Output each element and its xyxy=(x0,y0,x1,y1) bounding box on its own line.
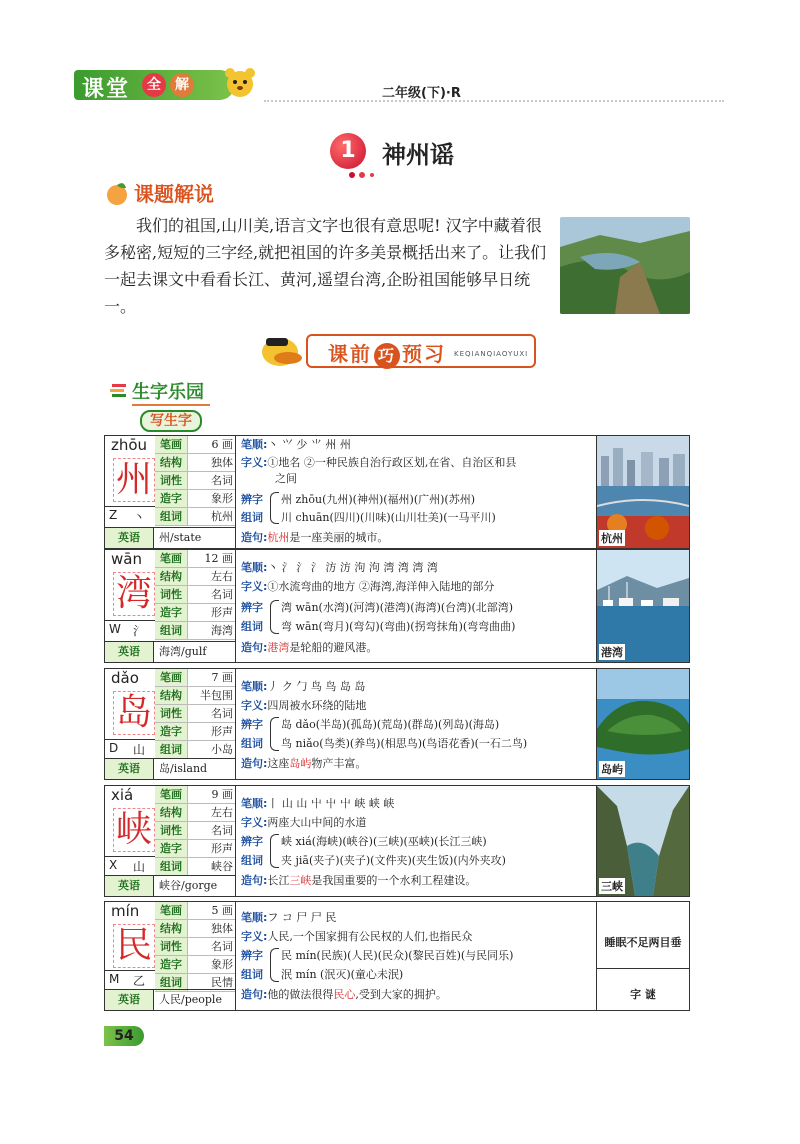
structure: 独体 xyxy=(211,922,233,935)
english-row xyxy=(105,989,235,1010)
sentence-pre: 这座 xyxy=(267,757,290,770)
label: 字义: xyxy=(241,816,268,829)
label: 造句: xyxy=(241,988,268,1001)
word: 小岛 xyxy=(211,743,233,756)
sentence: 物产丰富。 xyxy=(311,757,367,770)
big-character: 岛 xyxy=(113,691,155,735)
distinguish-1: 湾 wān(水湾)(河湾)(港湾)(海湾)(台湾)(北部湾) xyxy=(281,601,514,614)
stroke-order: 丶 氵 氵 氵 汸 汸 泃 泃 湾 湾 湾 湾 xyxy=(267,561,438,574)
brace xyxy=(270,600,279,634)
label: 笔顺: xyxy=(241,911,268,924)
prop-key: 造字 xyxy=(155,956,188,973)
prop-key: 词性 xyxy=(155,938,188,955)
riddle-box xyxy=(596,902,689,1010)
label: 组词 xyxy=(241,854,263,867)
formation: 形声 xyxy=(211,842,233,855)
prop-key: 造字 xyxy=(155,604,188,621)
logo-text: 课堂 xyxy=(82,77,131,102)
preview-banner xyxy=(258,326,538,372)
meaning: ①水流弯曲的地方 ②海湾,海洋伸入陆地的部分 xyxy=(267,580,495,593)
sentence-pre: 长江 xyxy=(267,874,290,887)
initial-letter: W xyxy=(109,622,121,636)
word: 海湾 xyxy=(211,624,233,637)
part-of-speech: 名词 xyxy=(211,940,233,953)
word: 民情 xyxy=(211,976,233,989)
pinyin: zhōu xyxy=(111,436,148,454)
formation: 形声 xyxy=(211,606,233,619)
character-card xyxy=(105,436,236,548)
prop-key: 词性 xyxy=(155,822,188,839)
label: 组词 xyxy=(241,511,263,524)
sentence-highlight: 杭州 xyxy=(267,531,290,544)
lesson-number: 1 xyxy=(330,133,366,169)
header-divider xyxy=(264,100,724,102)
sentence-highlight: 港湾 xyxy=(267,641,290,654)
prop-key: 结构 xyxy=(155,454,188,471)
distinguish-1: 峡 xiá(海峡)(峡谷)(三峡)(巫峡)(长江三峡) xyxy=(281,835,487,848)
english-value: 峡谷/gorge xyxy=(159,879,218,892)
english-value: 州/state xyxy=(159,531,202,544)
formation: 象形 xyxy=(211,958,233,971)
character-details xyxy=(237,786,595,896)
sub-heading-label: 生字乐园 xyxy=(132,378,210,406)
distinguish-2: 泯 mín (泯灭)(童心未泯) xyxy=(281,968,404,981)
big-character: 峡 xyxy=(113,808,155,852)
prop-key: 组词 xyxy=(155,858,188,875)
initial-letter: X xyxy=(109,858,118,872)
initial-letter: Z xyxy=(109,508,118,522)
prop-key: 组词 xyxy=(155,741,188,758)
radical: 丶 xyxy=(133,510,146,524)
stroke-order: 丿 ク 勹 鸟 鸟 岛 岛 xyxy=(267,680,366,693)
label: 字义: xyxy=(241,930,268,943)
character-entry xyxy=(104,435,690,549)
prop-key: 笔画 xyxy=(155,786,188,803)
peach-icon xyxy=(104,180,130,206)
sentence: 是我国重要的一个水利工程建设。 xyxy=(311,874,477,887)
prop-key: 组词 xyxy=(155,974,188,991)
page-header xyxy=(74,70,724,104)
label: 笔顺: xyxy=(241,438,268,451)
prop-key: 组词 xyxy=(155,622,188,639)
big-character: 州 xyxy=(113,458,155,502)
initial-letter: D xyxy=(109,741,119,755)
lesson-title: 神州谣 xyxy=(382,141,454,169)
prop-key: 结构 xyxy=(155,687,188,704)
initial-letter: M xyxy=(109,972,120,986)
photo-caption: 三峡 xyxy=(601,880,623,893)
prop-key: 结构 xyxy=(155,568,188,585)
photo-gorge xyxy=(596,786,689,896)
sentence-pre: 他的做法很得 xyxy=(267,988,334,1001)
landscape-photo xyxy=(560,217,690,314)
character-card xyxy=(105,786,236,896)
section-title: 课题解说 xyxy=(134,182,214,206)
preview-title: 课前 巧 预习 xyxy=(328,338,446,369)
distinguish-1: 州 zhōu(九州)(神州)(福州)(广州)(苏州) xyxy=(281,493,475,506)
label: 字义: xyxy=(241,580,268,593)
label: 辨字 xyxy=(241,835,263,848)
write-characters-label: 写生字 xyxy=(140,410,202,432)
prop-key: 词性 xyxy=(155,586,188,603)
bear-mascot-icon xyxy=(222,64,258,100)
prop-key: 造字 xyxy=(155,723,188,740)
prop-key: 词性 xyxy=(155,472,188,489)
formation: 形声 xyxy=(211,725,233,738)
distinguish-1: 岛 dǎo(半岛)(孤岛)(荒岛)(群岛)(列岛)(海岛) xyxy=(281,718,500,731)
structure: 左右 xyxy=(211,806,233,819)
word: 峡谷 xyxy=(211,860,233,873)
photo-caption: 岛屿 xyxy=(601,763,623,776)
distinguish-1: 民 mín(民族)(人民)(民众)(黎民百姓)(与民同乐) xyxy=(281,949,514,962)
stroke-count: 6 画 xyxy=(211,438,233,451)
label: 造句: xyxy=(241,531,268,544)
photo-harbor xyxy=(596,550,689,662)
sentence: 是一座美丽的城市。 xyxy=(289,531,389,544)
character-card xyxy=(105,669,236,779)
riddle-divider xyxy=(597,968,689,969)
label: 笔顺: xyxy=(241,680,268,693)
english-value: 海湾/gulf xyxy=(159,645,207,658)
character-entry xyxy=(104,785,690,897)
label: 字义: xyxy=(241,699,268,712)
english-value: 岛/island xyxy=(159,762,208,775)
stroke-count: 12 画 xyxy=(204,552,233,565)
character-entry xyxy=(104,549,690,663)
brace xyxy=(270,834,279,868)
label: 辨字 xyxy=(241,601,263,614)
prop-key: 结构 xyxy=(155,920,188,937)
radical-row xyxy=(105,856,155,875)
photo-island xyxy=(596,669,689,779)
sentence-highlight: 三峡 xyxy=(289,874,312,887)
english-key: 英语 xyxy=(105,876,154,896)
pinyin: wān xyxy=(111,550,142,568)
properties xyxy=(155,436,235,526)
radical-row xyxy=(105,506,155,525)
character-entry xyxy=(104,668,690,780)
label: 辨字 xyxy=(241,718,263,731)
label: 组词 xyxy=(241,968,263,981)
radical: 氵 xyxy=(133,624,146,638)
grade-label: 二年级(下)·R xyxy=(382,86,461,101)
part-of-speech: 名词 xyxy=(211,707,233,720)
photo-caption: 杭州 xyxy=(601,532,623,545)
label: 造句: xyxy=(241,757,268,770)
photo-caption: 港湾 xyxy=(601,646,623,659)
character-details xyxy=(237,436,595,548)
character-card xyxy=(105,902,236,1010)
prop-key: 笔画 xyxy=(155,550,188,567)
meaning: 两座大山中间的水道 xyxy=(267,816,367,829)
english-key: 英语 xyxy=(105,528,154,548)
label: 辨字 xyxy=(241,493,263,506)
radical-row xyxy=(105,620,155,639)
prop-key: 造字 xyxy=(155,490,188,507)
character-card xyxy=(105,550,236,662)
duck-mascot-icon xyxy=(258,326,304,372)
stroke-order: 丨 山 山 屮 屮 屮 峡 峡 峡 xyxy=(267,797,395,810)
sentence-highlight: 岛屿 xyxy=(289,757,312,770)
properties xyxy=(155,786,235,876)
riddle-label: 字 谜 xyxy=(630,988,656,1001)
radical: 山 xyxy=(133,743,146,757)
preview-pinyin: KEQIANQIAOYUXI xyxy=(454,350,529,358)
label: 造句: xyxy=(241,874,268,887)
stroke-count: 5 画 xyxy=(211,904,233,917)
label: 字义: xyxy=(241,456,268,469)
english-row xyxy=(105,758,235,779)
english-key: 英语 xyxy=(105,642,154,662)
character-entry xyxy=(104,901,690,1011)
distinguish-2: 川 chuān(四川)(川味)(山川壮美)(一马平川) xyxy=(281,511,496,524)
label: 笔顺: xyxy=(241,561,268,574)
formation: 象形 xyxy=(211,492,233,505)
english-key: 英语 xyxy=(105,759,154,779)
prop-key: 结构 xyxy=(155,804,188,821)
english-row xyxy=(105,641,235,662)
prop-key: 造字 xyxy=(155,840,188,857)
character-details xyxy=(237,550,595,662)
part-of-speech: 名词 xyxy=(211,474,233,487)
distinguish-2: 夹 jiā(夹子)(夹子)(文件夹)(夹生饭)(内外夹攻) xyxy=(281,854,506,867)
sentence: ,受到大家的拥护。 xyxy=(355,988,447,1001)
distinguish-2: 鸟 niǎo(鸟类)(养鸟)(相思鸟)(鸟语花香)(一石二鸟) xyxy=(281,737,528,750)
pinyin: mín xyxy=(111,902,140,920)
brace xyxy=(270,717,279,751)
prop-key: 笔画 xyxy=(155,902,188,919)
stroke-order: フ コ 尸 尸 民 xyxy=(267,911,337,924)
stroke-order: 丶 ⺍ 少 ⺌ 州 州 xyxy=(267,438,351,451)
decorative-dots-icon xyxy=(348,171,408,179)
page-number: 54 xyxy=(104,1026,144,1046)
english-value: 人民/people xyxy=(159,993,222,1006)
label: 辨字 xyxy=(241,949,263,962)
sentence-highlight: 民心 xyxy=(333,988,356,1001)
meaning: 人民,一个国家拥有公民权的人们,也指民众 xyxy=(267,930,473,943)
meaning: 四周被水环绕的陆地 xyxy=(267,699,367,712)
structure: 半包围 xyxy=(200,689,233,702)
pinyin: xiá xyxy=(111,786,134,804)
meaning-cont: 之间 xyxy=(275,472,297,485)
prop-key: 组词 xyxy=(155,508,188,525)
label: 组词 xyxy=(241,737,263,750)
radical-row xyxy=(105,739,155,758)
logo-circle-2: 解 xyxy=(170,73,194,97)
part-of-speech: 名词 xyxy=(211,824,233,837)
stroke-count: 9 画 xyxy=(211,788,233,801)
properties xyxy=(155,550,235,640)
photo-hangzhou xyxy=(596,436,689,548)
book-logo xyxy=(74,70,234,100)
intro-paragraph: 我们的祖国,山川美,语言文字也很有意思呢! 汉字中藏着很多秘密,短短的三字经,就把祖国的许多美景概括出来了。让我们一起去课文中看看长江、黄河,遥望台湾,企盼祖国能够早日统一。 xyxy=(104,216,547,316)
english-row xyxy=(105,875,235,896)
properties xyxy=(155,669,235,759)
character-details xyxy=(237,902,595,1010)
properties xyxy=(155,902,235,992)
prop-key: 笔画 xyxy=(155,669,188,686)
riddle-text: 睡眠不足两目垂 xyxy=(604,936,682,949)
brace xyxy=(270,948,279,982)
label: 组词 xyxy=(241,620,263,633)
big-character: 湾 xyxy=(113,572,155,616)
pinyin: dǎo xyxy=(111,669,139,687)
label: 笔顺: xyxy=(241,797,268,810)
brace xyxy=(270,492,279,524)
distinguish-2: 弯 wān(弯月)(弯勾)(弯曲)(拐弯抹角)(弯弯曲曲) xyxy=(281,620,516,633)
label: 造句: xyxy=(241,641,268,654)
radical: 山 xyxy=(133,860,146,874)
big-character: 民 xyxy=(113,924,155,968)
sentence: 是轮船的避风港。 xyxy=(289,641,378,654)
character-details xyxy=(237,669,595,779)
part-of-speech: 名词 xyxy=(211,588,233,601)
structure: 独体 xyxy=(211,456,233,469)
preview-title-box xyxy=(306,334,536,368)
logo-circle-1: 全 xyxy=(142,73,166,97)
prop-key: 词性 xyxy=(155,705,188,722)
word: 杭州 xyxy=(211,510,233,523)
radical: 乙 xyxy=(133,974,146,988)
prop-key: 笔画 xyxy=(155,436,188,453)
english-row xyxy=(105,527,235,548)
structure: 左右 xyxy=(211,570,233,583)
radical-row xyxy=(105,970,155,989)
write-characters-tag xyxy=(140,410,202,432)
english-key: 英语 xyxy=(105,990,154,1010)
stroke-count: 7 画 xyxy=(211,671,233,684)
stripes-icon xyxy=(110,382,128,400)
meaning: ①地名 ②一种民族自治行政区划,在省、自治区和县 xyxy=(267,456,517,469)
